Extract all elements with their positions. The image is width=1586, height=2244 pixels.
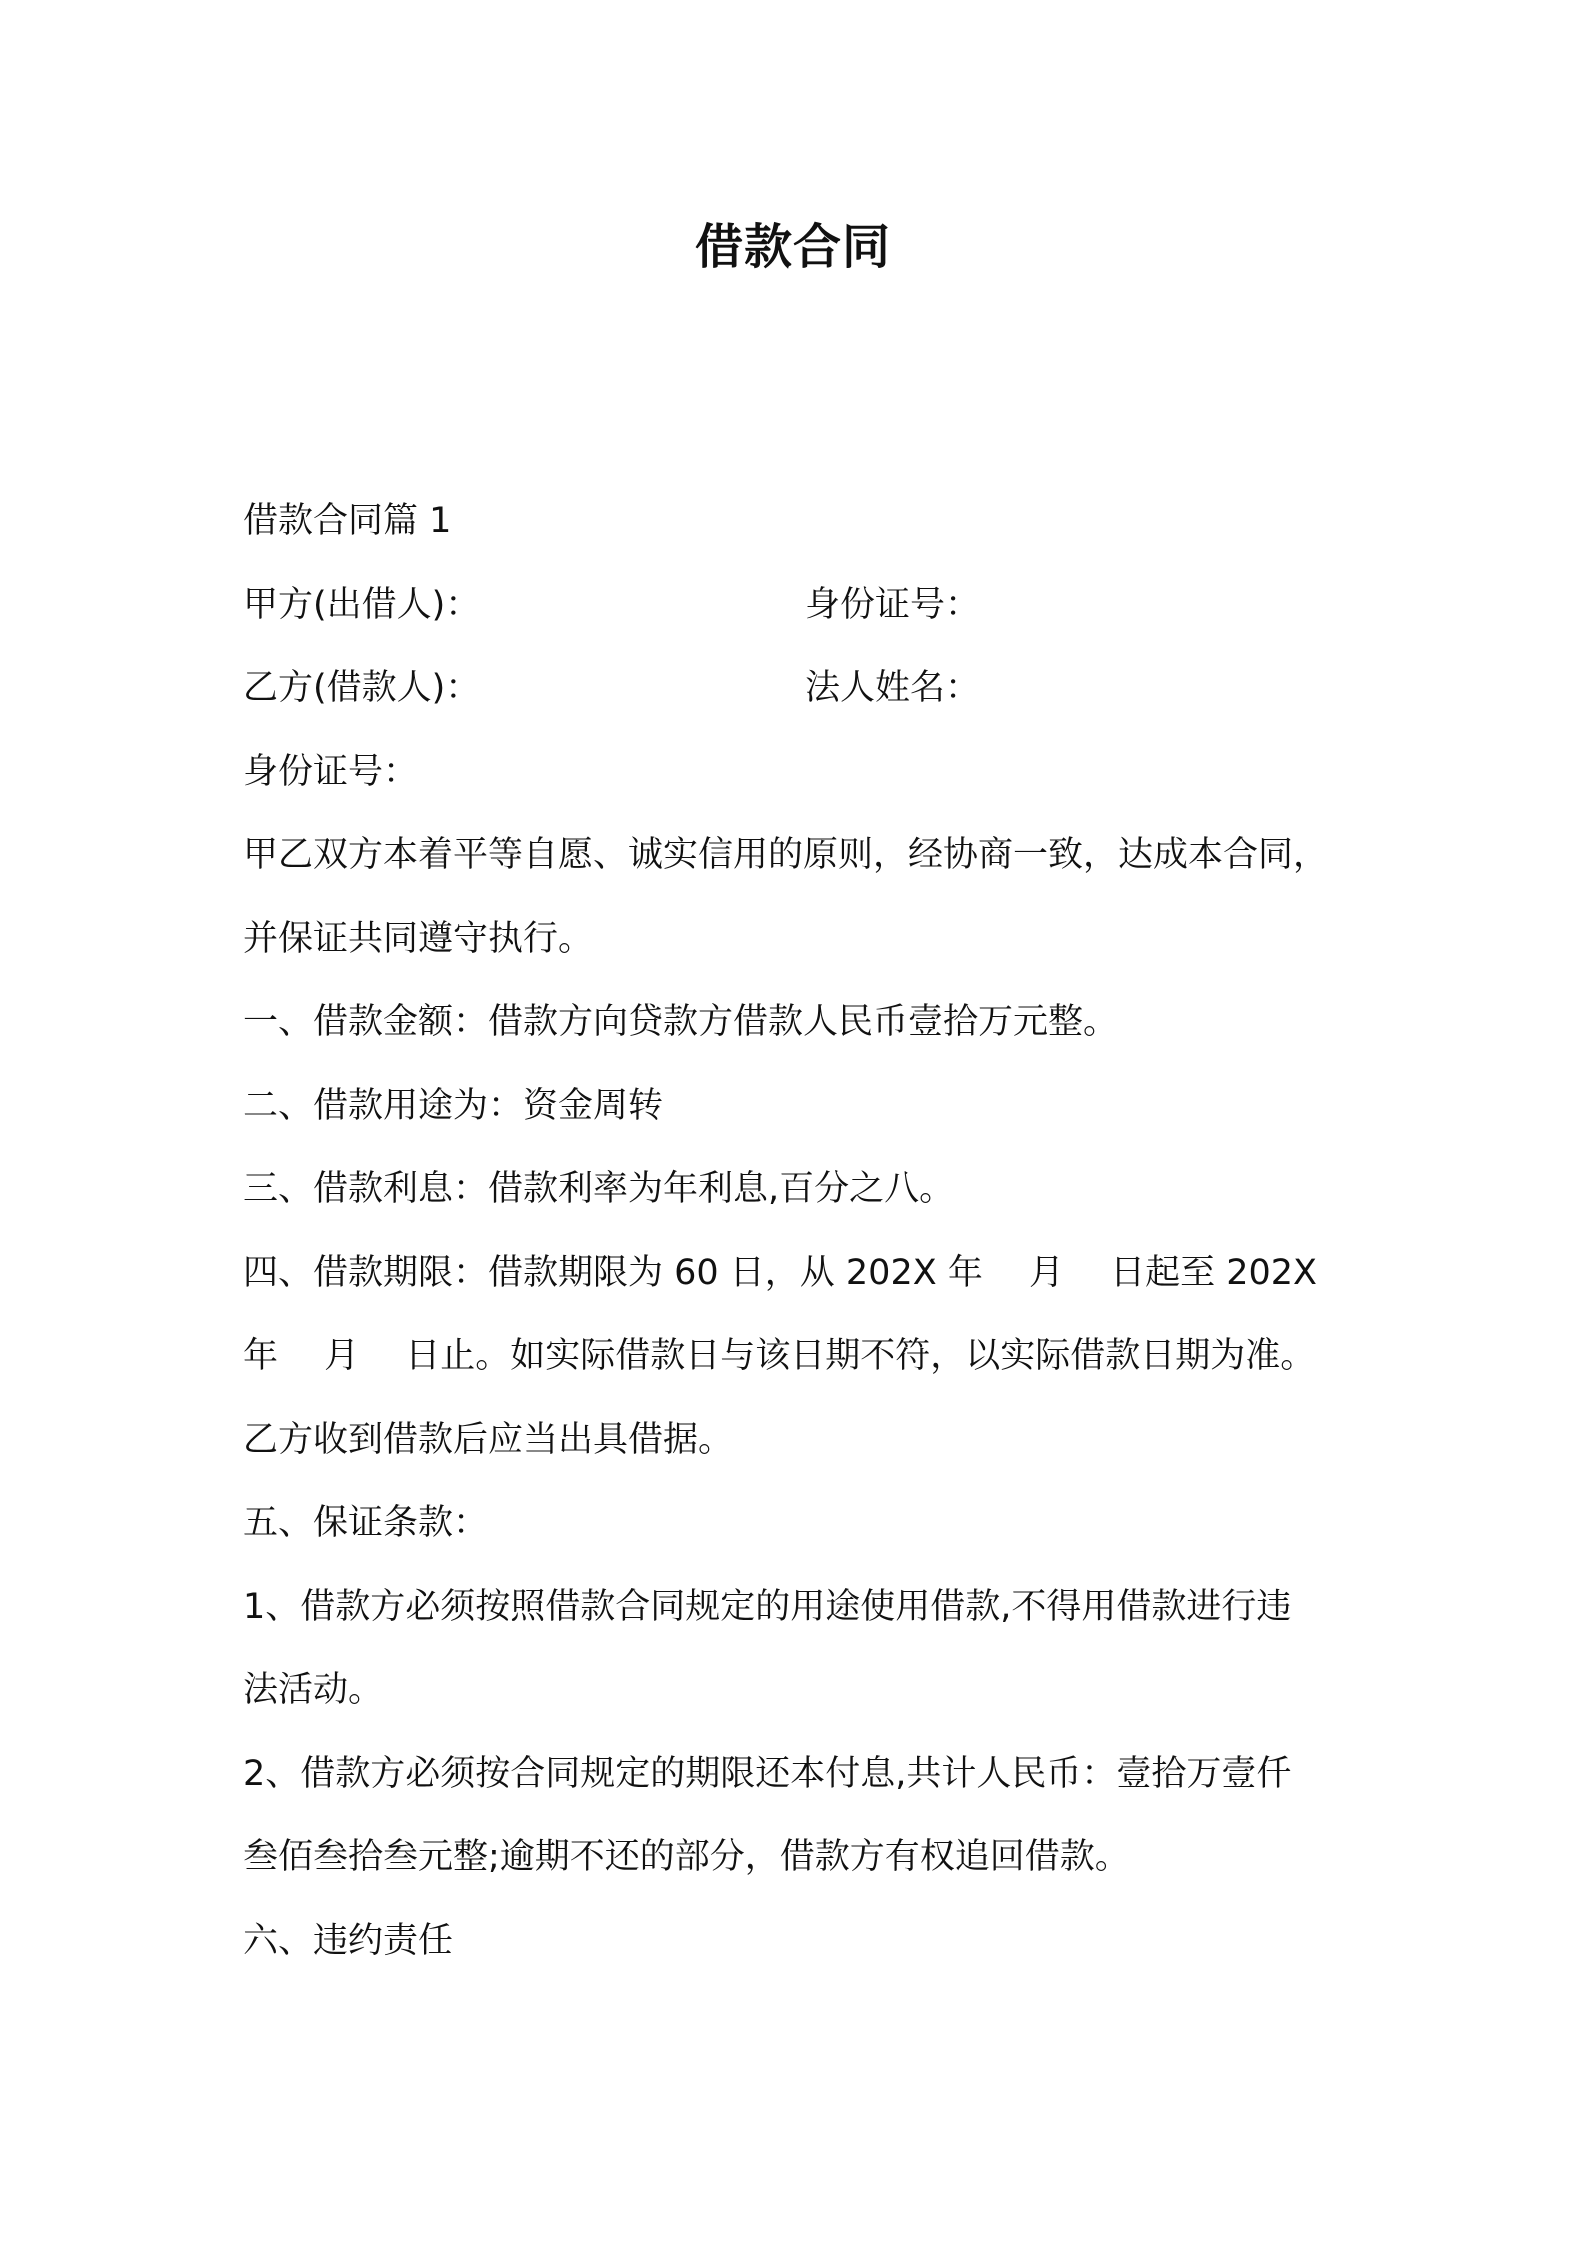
clause-term-cont: 年 月 日止。如实际借款日与该日期不符，以实际借款日期为准。 <box>243 1336 1316 1376</box>
clause-guarantee-heading: 五、保证条款： <box>243 1503 489 1543</box>
clause-guarantee-2-cont: 叁佰叁拾叁元整;逾期不还的部分，借款方有权追回借款。 <box>243 1837 1130 1877</box>
party-b-id-label: 身份证号： <box>243 751 419 792</box>
clause-guarantee-1-cont: 法活动。 <box>243 1670 384 1710</box>
party-b-label: 乙方(借款人)： <box>243 668 481 708</box>
clause-guarantee-2: 2、借款方必须按合同规定的期限还本付息,共计人民币：壹拾万壹仟 <box>243 1753 1292 1794</box>
clause-line: 并保证共同遵守执行。 <box>243 918 594 959</box>
clause-amount: 一、借款金额：借款方向贷款方借款人民币壹拾万元整。 <box>243 1002 1119 1042</box>
party-b-rep-label: 法人姓名： <box>805 668 981 708</box>
clause-receipt: 乙方收到借款后应当出具借据。 <box>243 1419 734 1460</box>
party-b-row <box>243 647 1363 731</box>
clause-liability-heading: 六、违约责任 <box>243 1920 454 1961</box>
party-a-label: 甲方(出借人)： <box>243 584 481 625</box>
clause-purpose: 二、借款用途为：资金周转 <box>243 1085 664 1126</box>
section-label: 借款合同篇 1 <box>243 501 452 541</box>
document-title: 借款合同 <box>694 219 891 275</box>
party-a-row <box>243 564 1363 648</box>
clause-line: 甲乙双方本着平等自愿、诚实信用的原则，经协商一致，达成本合同， <box>243 835 1329 875</box>
clause-term: 四、借款期限：借款期限为 60 日，从 202X 年 月 日起至 202X <box>243 1252 1317 1293</box>
document-body <box>243 480 1363 1983</box>
clause-interest: 三、借款利息：借款利率为年利息,百分之八。 <box>243 1169 955 1209</box>
clause-guarantee-1: 1、借款方必须按照借款合同规定的用途使用借款,不得用借款进行违 <box>243 1586 1292 1627</box>
party-a-id-label: 身份证号： <box>805 584 981 625</box>
